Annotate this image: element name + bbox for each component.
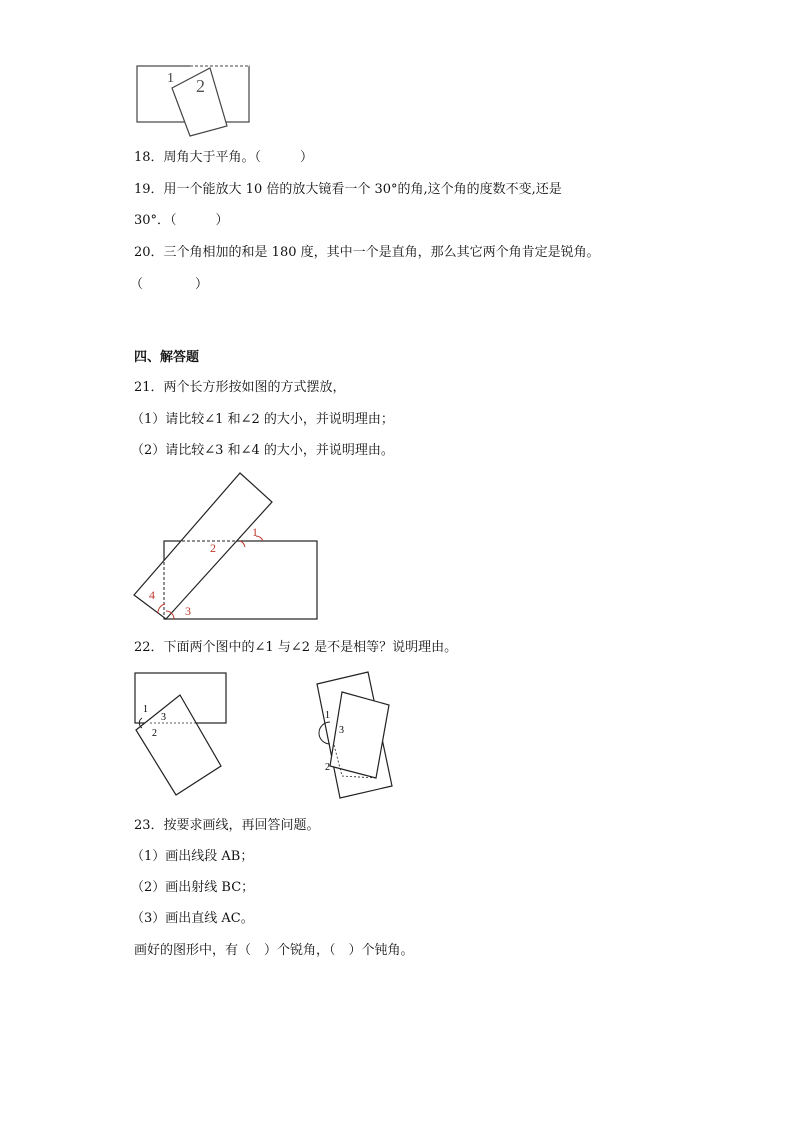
q22-left-label-3: 3 bbox=[161, 712, 166, 723]
question-21-figure bbox=[130, 468, 330, 628]
q22-left-tilted-rect bbox=[136, 695, 221, 795]
question-18: 18．周角大于平角。（ ） bbox=[134, 150, 314, 165]
question-22-figure-left bbox=[130, 668, 240, 798]
section-4-title: 四、解答题 bbox=[134, 350, 200, 365]
question-20-line1: 20．三个角相加的和是 180 度，其中一个是直角，那么其它两个角肯定是锐角。 bbox=[134, 245, 600, 260]
question-23-part3: （3）画出直线 AC。 bbox=[131, 911, 254, 926]
question-19-line1: 19．用一个能放大 10 倍的放大镜看一个 30°的角,这个角的度数不变,还是 bbox=[134, 182, 562, 197]
top-figure bbox=[130, 60, 260, 140]
question-21-part2: （2）请比较∠3 和∠4 的大小，并说明理由。 bbox=[131, 443, 394, 458]
q21-label-3: 3 bbox=[185, 604, 191, 618]
q21-label-4: 4 bbox=[149, 588, 155, 602]
q22-right-label-1: 1 bbox=[325, 710, 330, 721]
question-23-part2: （2）画出射线 BC； bbox=[131, 880, 255, 895]
question-22-stem: 22．下面两个图中的∠1 与∠2 是不是相等？说明理由。 bbox=[134, 640, 458, 655]
q21-label-2: 2 bbox=[210, 541, 216, 555]
q21-angle-2-arc bbox=[240, 541, 245, 547]
question-21-part1: （1）请比较∠1 和∠2 的大小，并说明理由； bbox=[131, 412, 394, 427]
question-20-line2: （ ） bbox=[130, 277, 209, 292]
question-23-part1: （1）画出线段 AB； bbox=[131, 849, 254, 864]
q22-right-label-3: 3 bbox=[339, 725, 344, 736]
top-figure-label-2: 2 bbox=[196, 76, 205, 96]
question-19-line2: 30°．（ ） bbox=[134, 213, 229, 228]
q21-label-1: 1 bbox=[252, 525, 258, 539]
q22-left-label-1: 1 bbox=[143, 704, 148, 715]
question-23-answer: 画好的图形中，有（ ）个锐角，（ ）个钝角。 bbox=[134, 943, 414, 958]
question-23-stem: 23．按要求画线，再回答问题。 bbox=[134, 818, 320, 833]
question-22-figure-right bbox=[312, 668, 402, 803]
question-21-stem: 21．两个长方形按如图的方式摆放， bbox=[134, 380, 346, 395]
q22-right-label-2: 2 bbox=[325, 762, 330, 773]
top-figure-label-1: 1 bbox=[167, 71, 174, 86]
q22-left-label-2: 2 bbox=[152, 728, 157, 739]
